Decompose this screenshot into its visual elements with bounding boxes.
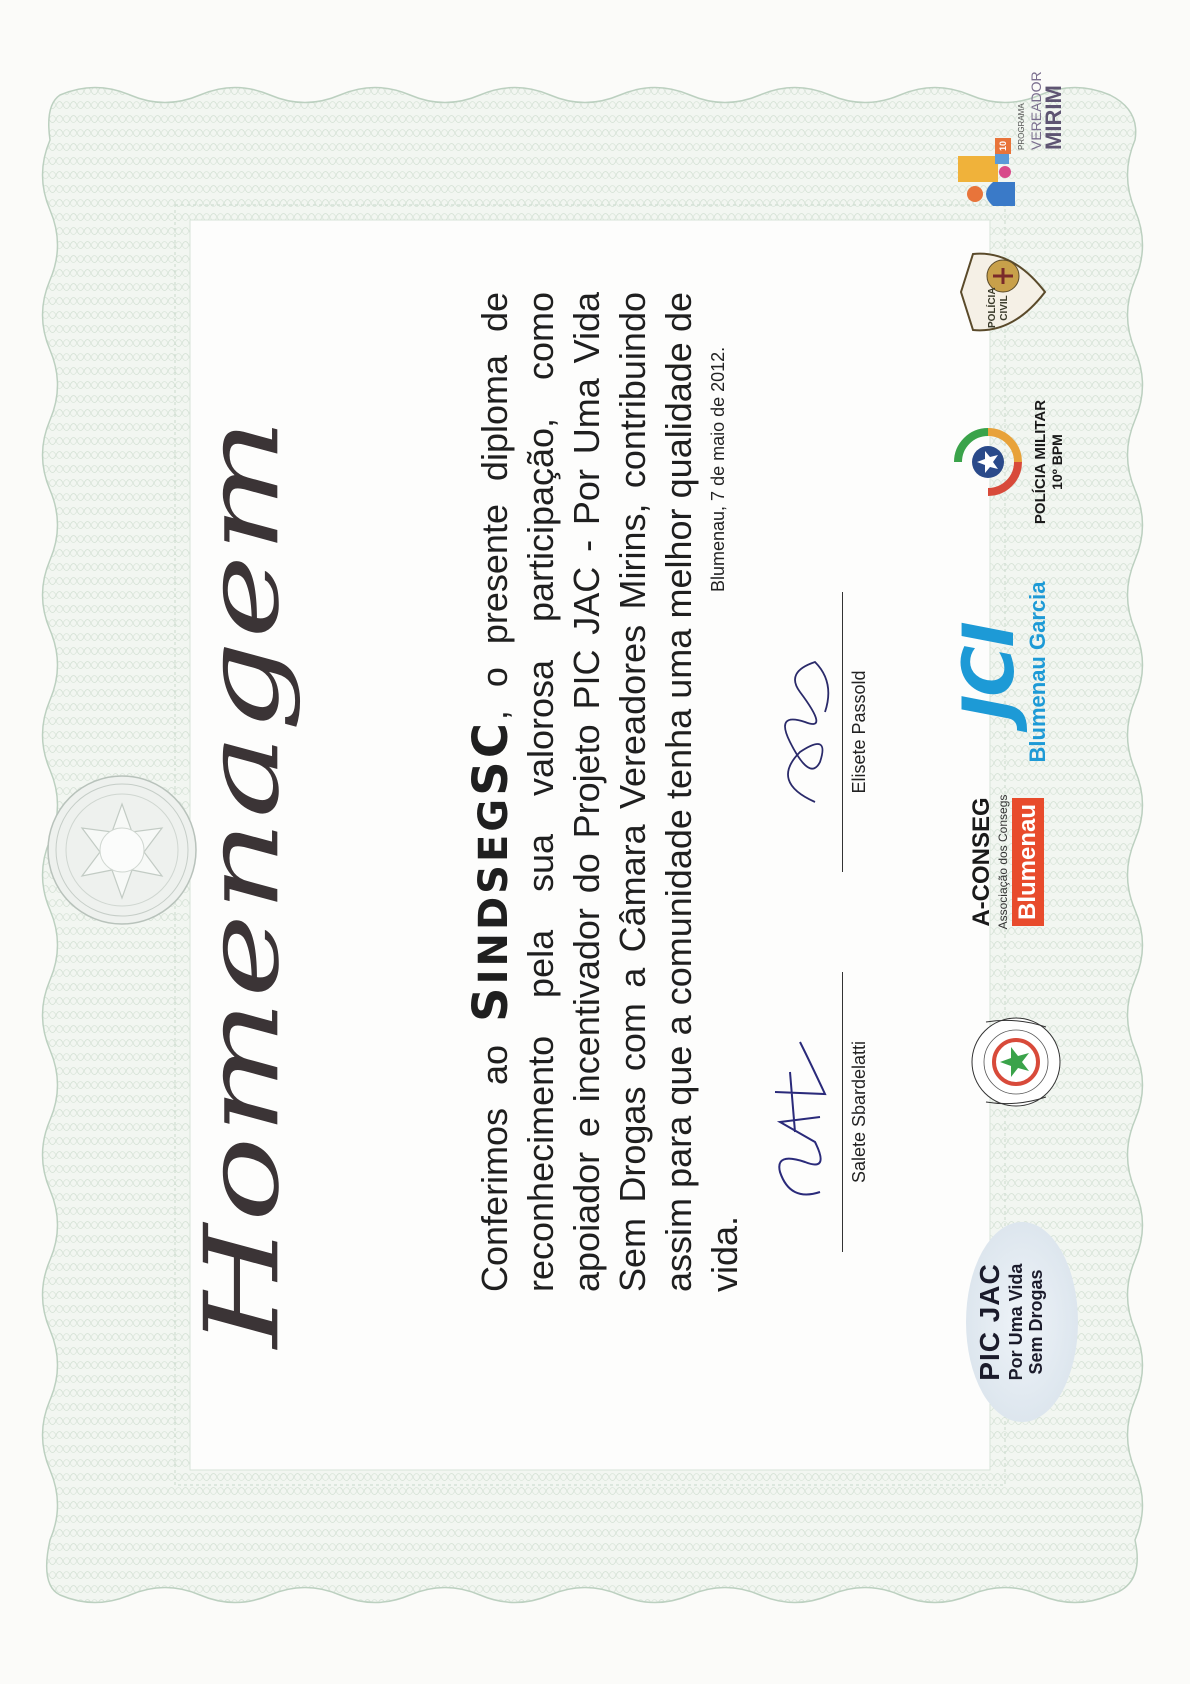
- aconseg-logo: A-CONSEG Associação dos Consegs Blumenau: [968, 782, 1044, 942]
- jci-logo: JCI Blumenau Garcia: [948, 581, 1050, 763]
- signature-name-2: Elisete Passold: [849, 670, 869, 794]
- vereador-mirim-number: 10: [995, 138, 1011, 154]
- policia-militar-emblem-icon: [953, 427, 1023, 497]
- signature-name-1: Salete Sbardelatti: [849, 1040, 869, 1184]
- handwritten-signature-2: [760, 632, 840, 832]
- vereador-mirim-logo: [953, 71, 1066, 212]
- signature-block-2: [768, 592, 870, 872]
- body-intro: Conferimos ao: [474, 1044, 515, 1292]
- vereador-mirim-figures-icon: [953, 142, 1023, 212]
- conseg-seal-icon: [966, 1012, 1066, 1112]
- policia-civil-logo: [953, 242, 1053, 342]
- handwritten-signature-1: [760, 1012, 840, 1212]
- recipient-name: SINDSEGSC: [463, 720, 519, 1022]
- certificate-title: Homenagem: [183, 416, 302, 1348]
- signature-line-1: [842, 972, 843, 1252]
- certificate-date: Blumenau, 7 de maio de 2012.: [708, 346, 728, 592]
- policia-militar-logo: POLÍCIA MILITAR 10º BPM: [953, 392, 1065, 532]
- policia-civil-text: POLÍCIA CIVIL: [987, 287, 1010, 328]
- vereador-mirim-text: PROGRAMA VEREADOR MIRIM: [1017, 71, 1066, 150]
- certificate-content: [48, 72, 1148, 1632]
- body-text: , o presente diploma de reconhecimento pela sua valorosa participação, como apoiador e incentivador do Projeto PIC JAC - Por Uma Vida Sem Drogas com a Câmara Vereadores Mirins, contribuindo assim para que a comunidade tenha uma melhor qualidade de vida.: [474, 292, 745, 1292]
- signature-block-1: [768, 972, 870, 1252]
- signature-line-2: [842, 592, 843, 872]
- certificate-body: [463, 292, 748, 1292]
- conseg-seal-logo: [966, 1012, 1066, 1112]
- picjac-logo: PIC JAC Por Uma Vida Sem Drogas: [966, 1222, 1078, 1422]
